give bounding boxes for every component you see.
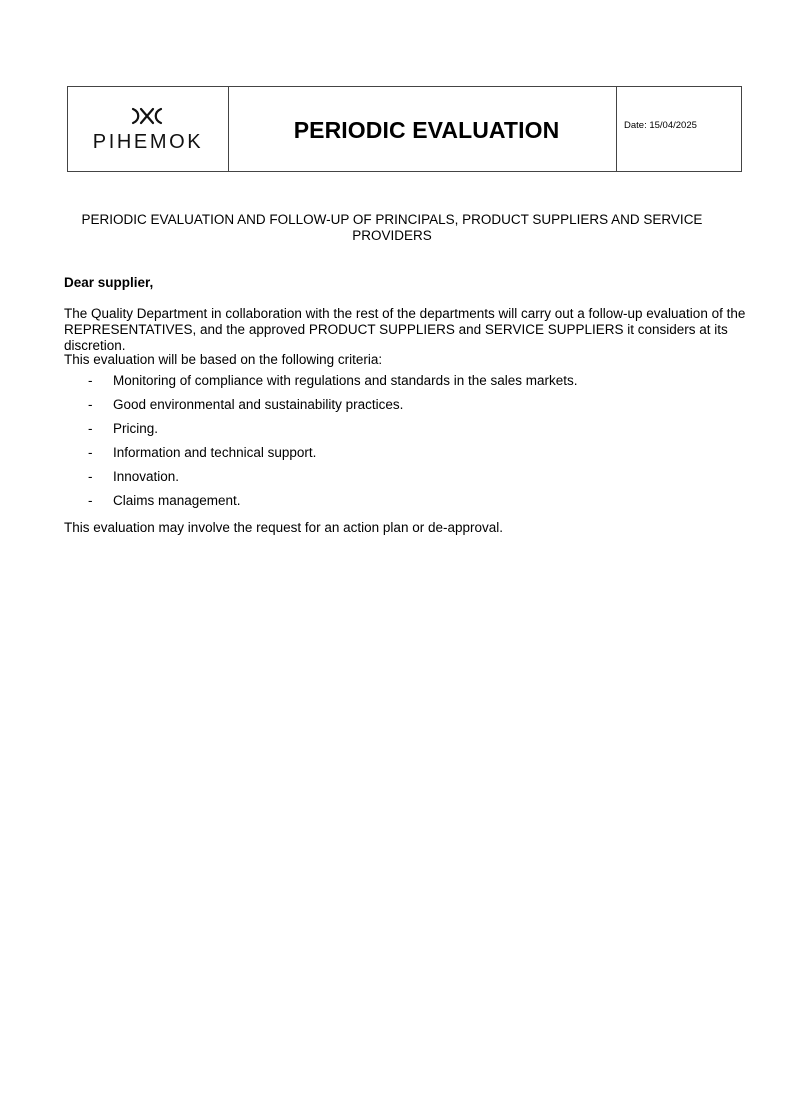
criteria-item-text: Pricing.	[113, 421, 159, 436]
bullet: -	[88, 493, 93, 508]
logo-cell	[68, 87, 229, 171]
title-cell	[229, 87, 617, 171]
criteria-item-text: Claims management.	[113, 493, 241, 508]
bullet: -	[88, 445, 93, 460]
document-title: PERIODIC EVALUATION	[293, 116, 560, 143]
document-header	[67, 86, 742, 172]
criteria-item-text: Information and technical support.	[113, 445, 317, 460]
criteria-item-text: Monitoring of compliance with regulations and standards in the sales markets.	[113, 373, 578, 388]
logo-text: PIHEMOK	[92, 131, 204, 153]
document-subtitle: PERIODIC EVALUATION AND FOLLOW-UP OF PRINCIPALS, PRODUCT SUPPLIERS AND SERVICE PROVIDERS	[81, 212, 703, 243]
bullet: -	[88, 373, 93, 388]
criteria-item-text: Innovation.	[113, 469, 180, 484]
bullet: -	[88, 469, 93, 484]
intro-paragraph: The Quality Department in collaboration with the rest of the departments will carry out a follow-up evaluation of the REPRESENTATIVES, and the approved PRODUCT SUPPLIERS and SERVICE SUPPLIERS it considers at its discretion.	[64, 306, 746, 353]
bullet: -	[88, 397, 93, 412]
date-cell	[617, 87, 741, 171]
criteria-intro: This evaluation will be based on the following criteria:	[64, 352, 383, 367]
closing-paragraph: This evaluation may involve the request for an action plan or de-approval.	[64, 520, 504, 535]
greeting: Dear supplier,	[64, 275, 154, 290]
logo-icon	[131, 107, 163, 125]
document-date: Date: 15/04/2025	[624, 120, 697, 131]
bullet: -	[88, 421, 93, 436]
criteria-item-text: Good environmental and sustainability practices.	[113, 397, 404, 412]
